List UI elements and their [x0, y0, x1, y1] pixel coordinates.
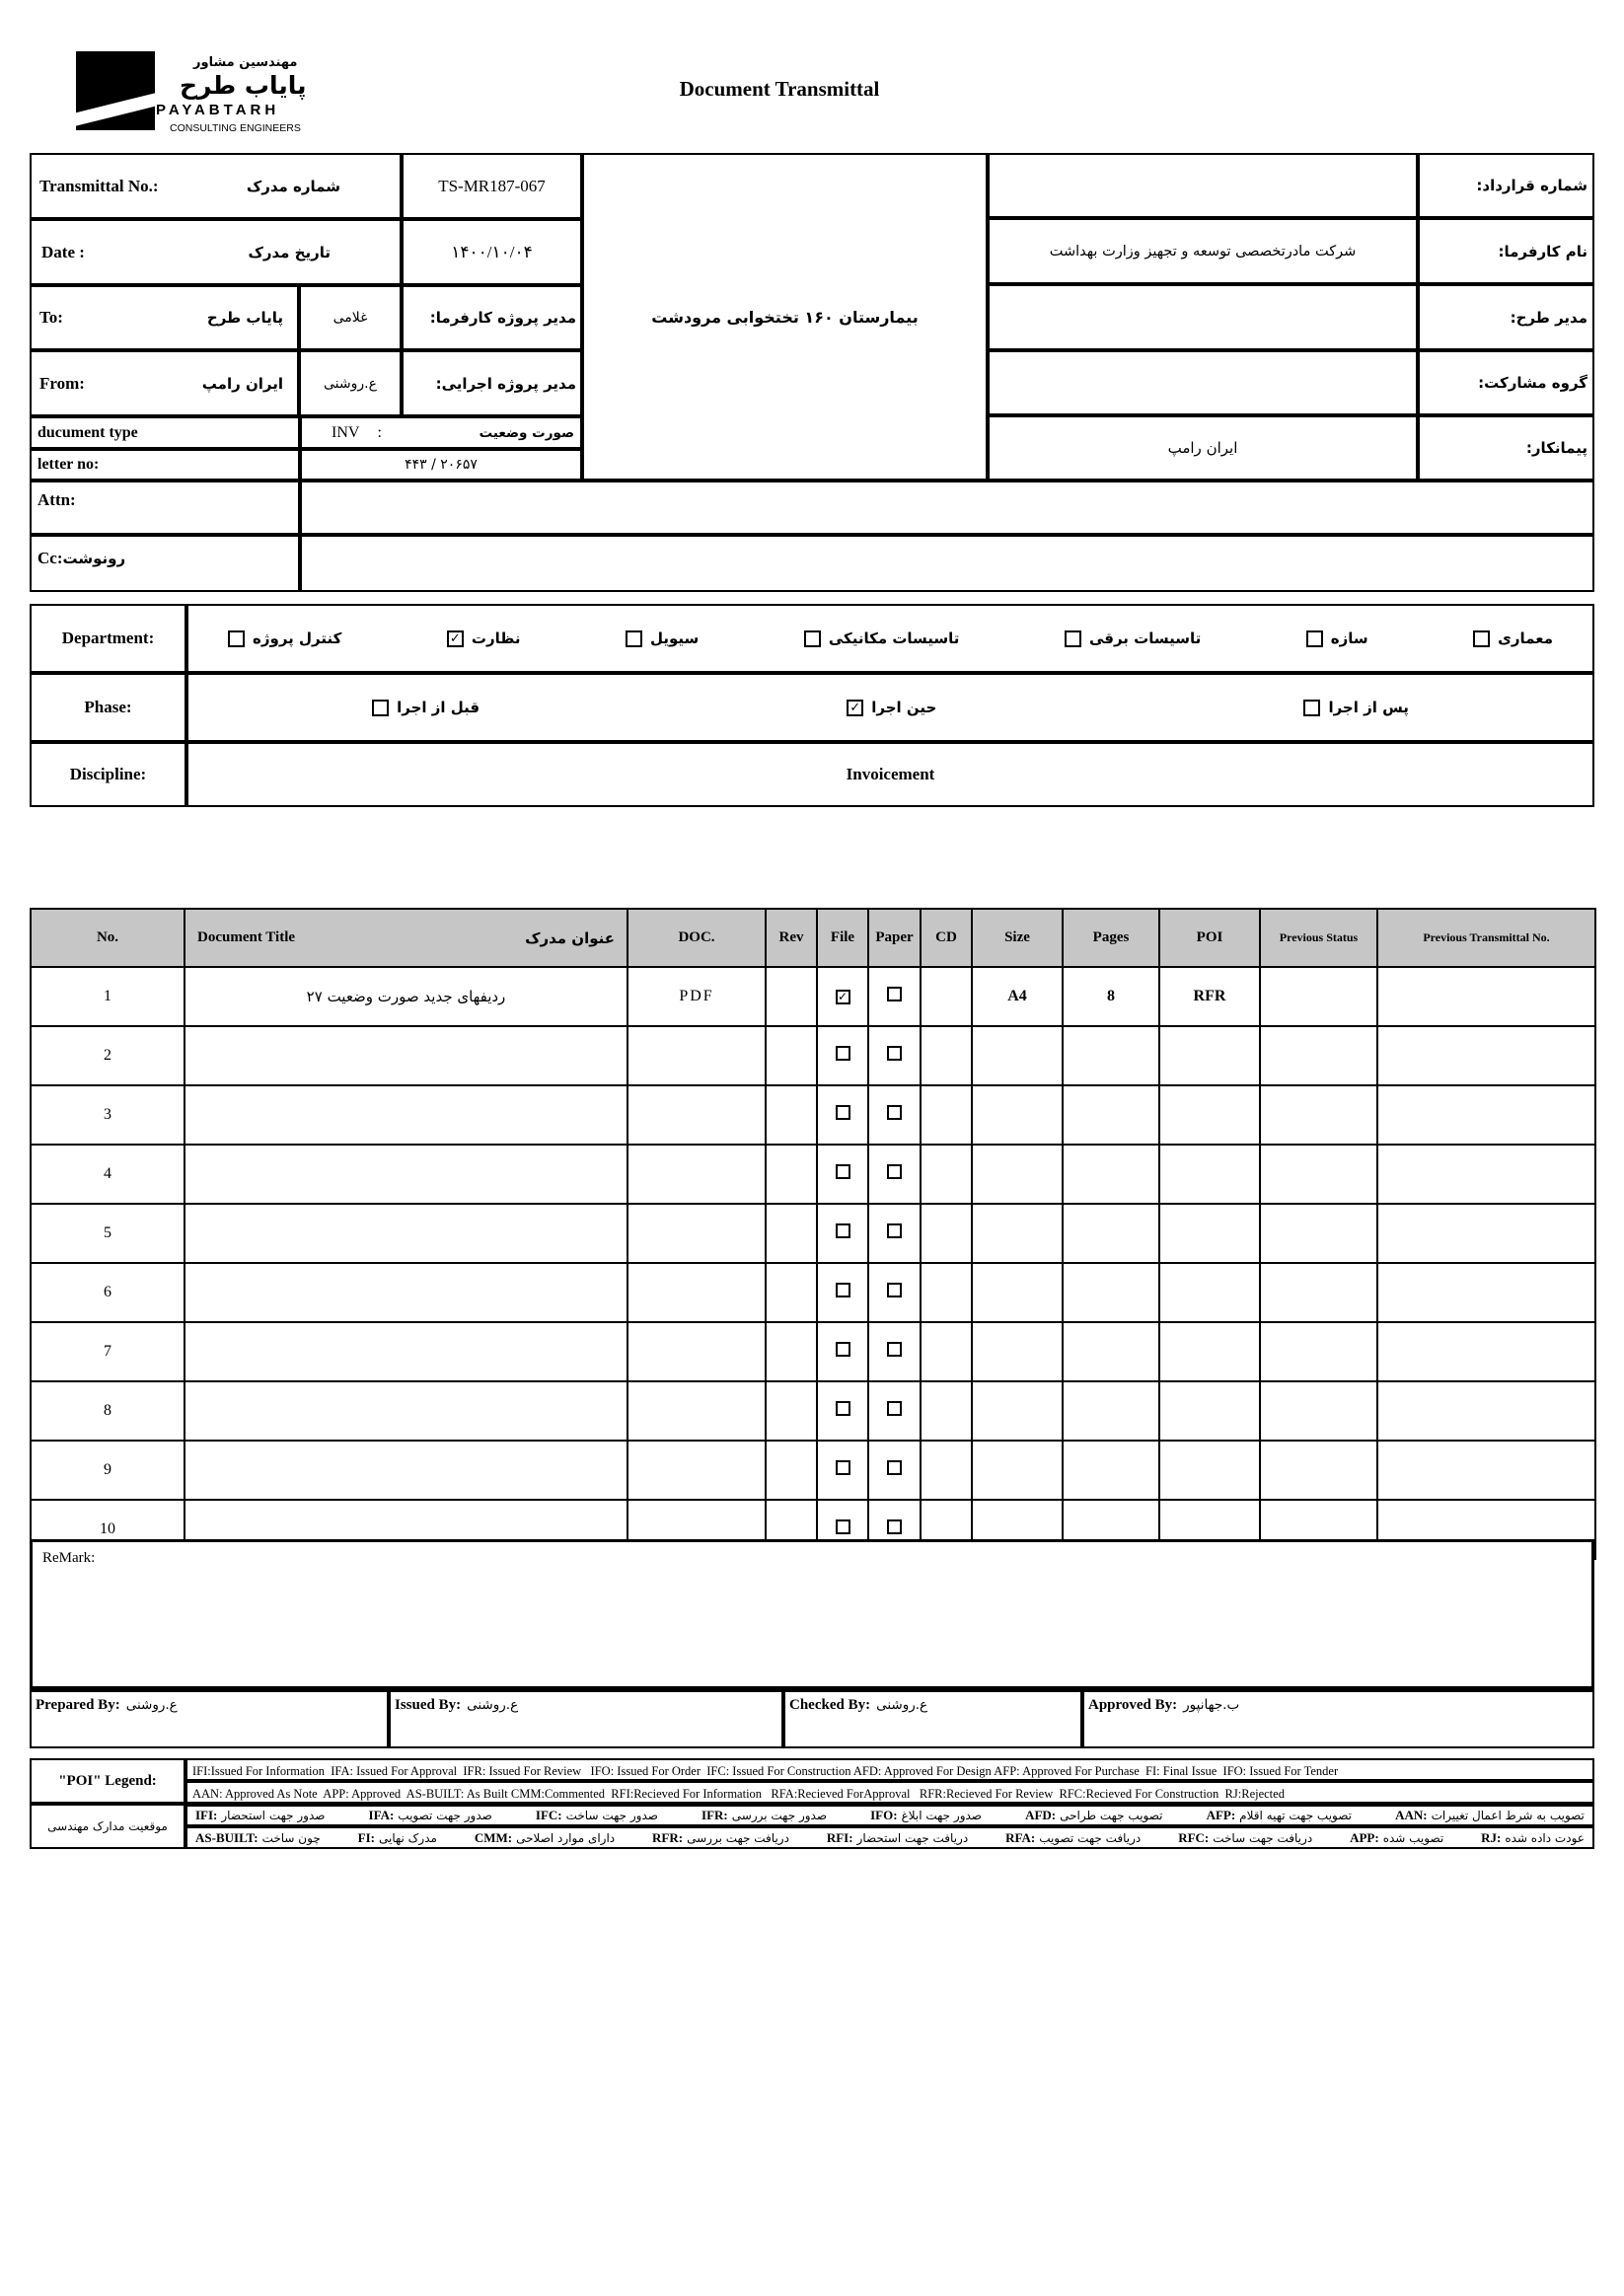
checkbox-icon[interactable] [887, 987, 902, 1001]
checked-by-name: ع.روشنی [876, 1697, 928, 1713]
phase-option-label: حین اجرا [871, 699, 937, 716]
poi-legend-item: AS-BUILT: چون ساخت [195, 1829, 321, 1845]
project-name: بیمارستان ۱۶۰ تختخوابی مرودشت [582, 153, 988, 481]
poi-legend-item: APP: تصویب شده [1350, 1829, 1444, 1845]
partnership-value[interactable] [988, 350, 1418, 415]
phase-label: Phase: [30, 673, 186, 742]
doc-table-row: 2 [31, 1026, 1595, 1085]
approved-by-name: ب.جهانپور [1183, 1697, 1240, 1713]
department-option[interactable] [804, 630, 960, 647]
date-value: ۱۴۰۰/۱۰/۰۴ [402, 219, 582, 285]
checkbox-icon[interactable] [1306, 630, 1323, 647]
contractor-value: ایران رامپ [988, 415, 1418, 481]
exec-pm-label: مدیر پروژه اجرایی: [402, 350, 582, 416]
logo-en-sub: CONSULTING ENGINEERS [170, 122, 301, 134]
department-label: Department: [30, 604, 186, 673]
doc-type-code: INV [332, 423, 360, 441]
doc-type-separator: : [377, 423, 382, 441]
doc-table-row: 7 [31, 1322, 1595, 1381]
poi-legend-item: RFA: دریافت جهت تصویب [1005, 1829, 1142, 1845]
poi-legend-item: FI: مدرک نهایی [357, 1829, 437, 1845]
department-option-label: معماری [1498, 630, 1553, 647]
client-name-value: شرکت مادرتخصصی توسعه و تجهیز وزارت بهداشت [988, 218, 1418, 284]
doc-table-row: 9 [31, 1441, 1595, 1500]
doc-table-row: 6 [31, 1263, 1595, 1322]
issued-by-label: Issued By: [395, 1697, 462, 1713]
discipline-label: Discipline: [30, 742, 186, 807]
checked-by-label: Checked By: [789, 1697, 871, 1713]
col-rev: Rev [766, 909, 817, 967]
doc-table-row: 4 [31, 1145, 1595, 1204]
col-prev-status: Previous Status [1260, 909, 1377, 967]
from-person: ع.روشنی [299, 350, 402, 416]
checkbox-icon[interactable] [228, 630, 245, 647]
discipline-value: Invoicement [186, 742, 1594, 807]
department-options [186, 604, 1594, 673]
checkbox-icon[interactable] [372, 700, 389, 716]
department-option-label: تاسیسات مکانیکی [828, 630, 960, 647]
poi-legend-en-line2: AAN: Approved As Note APP: Approved AS-BUILT: As Built CMM:Commented RFI:Recieved For Information RFA:Recieved ForApproval RFR:Recieved For Review RFC:Recieved For Construction RJ:Rejected [185, 1781, 1594, 1804]
approved-by-cell[interactable] [1082, 1689, 1594, 1748]
checkbox-checked-icon[interactable]: ✓ [836, 990, 850, 1004]
poi-legend-item: IFI: صدور جهت استحضار [195, 1808, 326, 1822]
checkbox-checked-icon[interactable]: ✓ [447, 630, 464, 647]
prepared-by-cell[interactable] [30, 1689, 389, 1748]
phase-option[interactable] [1303, 699, 1408, 716]
poi-legend-fa-line2 [185, 1826, 1594, 1849]
checkbox-icon[interactable] [836, 1460, 850, 1475]
department-option[interactable] [1473, 630, 1553, 647]
date-label: Date : [41, 242, 85, 261]
department-option[interactable] [228, 630, 341, 647]
checkbox-icon[interactable] [887, 1105, 902, 1120]
poi-legend-item: AFP: تصویب جهت تهیه اقلام [1206, 1808, 1353, 1822]
col-cd: CD [921, 909, 972, 967]
checkbox-icon[interactable] [887, 1342, 902, 1357]
contract-no-value[interactable] [988, 153, 1418, 218]
col-pages: Pages [1063, 909, 1159, 967]
checkbox-icon[interactable] [887, 1519, 902, 1534]
department-option-label: تاسیسات برقی [1088, 630, 1202, 647]
department-option-label: سازه [1330, 630, 1368, 647]
checked-by-cell[interactable] [783, 1689, 1082, 1748]
doc-table-header-row [31, 909, 1595, 967]
to-value: پایاب طرح [206, 309, 283, 327]
col-title: Document Title عنوان مدرک [185, 909, 627, 967]
cc-value[interactable] [300, 535, 1594, 592]
department-option[interactable] [447, 630, 521, 647]
checkbox-icon[interactable] [836, 1401, 850, 1416]
document-list [30, 908, 1596, 1560]
doc-table-row: 10 [31, 1500, 1595, 1559]
phase-options [186, 673, 1594, 742]
letter-no-label: letter no: [30, 449, 300, 481]
issued-by-name: ع.روشنی [467, 1697, 519, 1713]
department-option[interactable] [1306, 630, 1368, 647]
checkbox-icon[interactable] [836, 1164, 850, 1179]
prepared-by-label: Prepared By: [36, 1697, 120, 1713]
attn-value[interactable] [300, 481, 1594, 535]
logo-fa-line1: مهندسین مشاور [193, 55, 298, 70]
checkbox-icon[interactable] [887, 1223, 902, 1238]
cc-label-fa: رونوشت [62, 550, 126, 567]
checkbox-icon[interactable] [804, 630, 821, 647]
poi-legend-item: RFR: دریافت جهت بررسی [652, 1829, 789, 1845]
doc-type-fa: صورت وضعیت [479, 424, 574, 441]
checkbox-icon[interactable] [1065, 630, 1081, 647]
partnership-label: گروه مشارکت: [1418, 350, 1594, 415]
transmittal-no-value: TS-MR187-067 [402, 153, 582, 219]
poi-legend-fa-line1 [185, 1804, 1594, 1826]
department-option-label: سیویل [649, 630, 700, 647]
phase-option[interactable] [372, 699, 480, 716]
checkbox-icon[interactable] [836, 1519, 850, 1534]
department-option[interactable] [1065, 630, 1201, 647]
checkbox-icon[interactable] [836, 1342, 850, 1357]
client-pm-label: مدیر پروژه کارفرما: [402, 285, 582, 350]
remark-label: ReMark: [42, 1550, 96, 1566]
checkbox-icon[interactable] [1303, 700, 1320, 716]
poi-legend-item: IFA: صدور جهت تصویب [368, 1808, 492, 1822]
header-table [30, 153, 1594, 592]
col-size: Size [972, 909, 1063, 967]
doc-table-body [31, 967, 1595, 1559]
col-poi: POI [1159, 909, 1260, 967]
client-name-label: نام کارفرما: [1418, 218, 1594, 284]
checkbox-icon[interactable] [887, 1283, 902, 1297]
poi-legend-item: AAN: تصویب به شرط اعمال تغییرات [1395, 1808, 1585, 1822]
checkbox-checked-icon[interactable]: ✓ [847, 700, 863, 716]
doc-table-row: 8 [31, 1381, 1595, 1441]
poi-legend-item: IFR: صدور جهت بررسی [701, 1808, 828, 1822]
checkbox-icon[interactable] [836, 1223, 850, 1238]
poi-legend-label-fa: موقعیت مدارک مهندسی [30, 1804, 185, 1849]
design-manager-label: مدیر طرح: [1418, 284, 1594, 350]
checkbox-icon[interactable] [887, 1401, 902, 1416]
poi-legend [30, 1758, 1594, 1849]
checkbox-icon[interactable] [836, 1046, 850, 1061]
prepared-by-name: ع.روشنی [125, 1697, 178, 1713]
poi-legend-label: "POI" Legend: [30, 1758, 185, 1804]
checkbox-icon[interactable] [626, 630, 642, 647]
col-paper: Paper [868, 909, 921, 967]
remark-box[interactable] [30, 1539, 1594, 1689]
issued-by-cell[interactable] [389, 1689, 783, 1748]
doc-table-row: 5 [31, 1204, 1595, 1263]
poi-legend-item: RFI: دریافت جهت استحضار [826, 1829, 969, 1845]
doc-table-row: 3 [31, 1085, 1595, 1145]
transmittal-no-label: Transmittal No.: [39, 176, 159, 195]
checkbox-icon[interactable] [836, 1105, 850, 1120]
classification-table [30, 604, 1594, 807]
poi-legend-item: IFC: صدور جهت ساخت [535, 1808, 658, 1822]
department-option-label: کنترل پروژه [253, 630, 342, 647]
department-option[interactable] [626, 630, 699, 647]
date-label-fa: تاریخ مدرک [248, 243, 331, 261]
design-manager-value[interactable] [988, 284, 1418, 350]
checkbox-icon[interactable] [887, 1046, 902, 1061]
phase-option[interactable] [847, 699, 936, 716]
doc-type-label: ducument type [30, 416, 300, 449]
checkbox-icon[interactable] [887, 1460, 902, 1475]
approved-by-label: Approved By: [1088, 1697, 1178, 1713]
checkbox-icon[interactable] [1473, 630, 1490, 647]
phase-option-label: پس از اجرا [1328, 699, 1409, 716]
attn-label: Attn: [30, 481, 300, 535]
from-value: ایران رامپ [201, 374, 283, 393]
col-doc: DOC. [627, 909, 766, 967]
page-title: Document Transmittal [679, 77, 880, 101]
transmittal-no-label-fa: شماره مدرک [246, 177, 340, 195]
contract-no-label: شماره قرارداد: [1418, 153, 1594, 218]
poi-legend-item: CMM: دارای موارد اصلاحی [474, 1829, 616, 1845]
phase-option-label: قبل از اجرا [397, 699, 480, 716]
poi-legend-item: RFC: دریافت جهت ساخت [1178, 1829, 1313, 1845]
to-label: To: [39, 308, 63, 327]
col-prev-transmittal: Previous Transmittal No. [1377, 909, 1595, 967]
col-file: File [817, 909, 868, 967]
letter-no-value: ۴۴۳ / ۲۰۶۵۷ [300, 449, 582, 481]
col-no: No. [31, 909, 185, 967]
checkbox-icon[interactable] [887, 1164, 902, 1179]
poi-legend-item: AFD: تصویب جهت طراحی [1025, 1808, 1163, 1822]
doc-table-row: 1 ردیفهای جدید صورت وضعیت ۲۷ PDF ✓ A4 8 RFR [31, 967, 1595, 1026]
poi-legend-item: IFO: صدور جهت ابلاغ [870, 1808, 982, 1822]
department-option-label: نظارت [471, 630, 521, 647]
cc-label: Cc: [37, 549, 63, 567]
logo-fa-line2: پایاب طرح [180, 71, 307, 100]
checkbox-icon[interactable] [836, 1283, 850, 1297]
logo-en-name: PAYABTARH [156, 102, 280, 118]
poi-legend-item: RJ: عودت داده شده [1481, 1829, 1585, 1845]
from-label: From: [39, 373, 85, 393]
contractor-label: پیمانکار: [1418, 415, 1594, 481]
poi-legend-en-line1: IFI:Issued For Information IFA: Issued For Approval IFR: Issued For Review IFO: Issued For Order IFC: Issued For Construction AFD: Approved For Design AFP: Approved For Purchase FI: Final Issue IFO: Issued For Tender [185, 1758, 1594, 1781]
to-person: غلامی [299, 285, 402, 350]
